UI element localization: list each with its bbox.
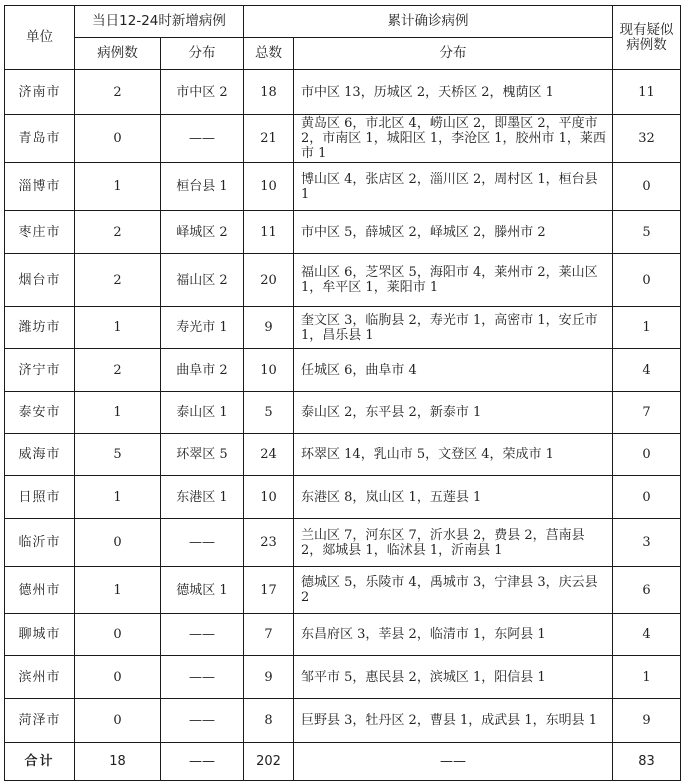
- new-count-cell: 2: [75, 211, 161, 254]
- distribution-cell: 市中区 13，历城区 2，天桥区 2，槐荫区 1: [294, 70, 613, 115]
- new-count-cell: 0: [75, 656, 161, 699]
- new-count-cell: 1: [75, 392, 161, 434]
- new-count-cell: 2: [75, 70, 161, 115]
- new-distribution-cell: 德城区 1: [161, 567, 244, 614]
- suspected-cell: 9: [613, 699, 681, 743]
- city-cell: 淄博市: [5, 163, 75, 211]
- total-count-cell: 17: [244, 567, 294, 614]
- distribution-cell: 任城区 6，曲阜市 4: [294, 349, 613, 392]
- new-count-cell: 0: [75, 699, 161, 743]
- new-count-cell: 1: [75, 163, 161, 211]
- header-suspected: [613, 6, 681, 70]
- distribution-cell: 巨野县 3，牡丹区 2，曹县 1，成武县 1，东明县 1: [294, 699, 613, 743]
- city-cell: 威海市: [5, 434, 75, 476]
- suspected-cell: 1: [613, 656, 681, 699]
- total-row: [5, 743, 681, 781]
- header-cumulative-group: 累计确诊病例: [244, 6, 613, 38]
- new-count-cell: 0: [75, 519, 161, 567]
- new-count-cell: 0: [75, 614, 161, 656]
- total-suspected-cell: 83: [613, 743, 681, 781]
- table-row: [5, 254, 681, 307]
- total-count-cell: 10: [244, 476, 294, 519]
- city-cell: 烟台市: [5, 254, 75, 307]
- new-distribution-cell: 桓台县 1: [161, 163, 244, 211]
- header-new-distribution: 分布: [161, 38, 244, 70]
- header-suspected-line2: 病例数: [626, 36, 667, 53]
- suspected-cell: 32: [613, 115, 681, 163]
- table-row: [5, 307, 681, 349]
- new-distribution-cell: 福山区 2: [161, 254, 244, 307]
- cases-table: [4, 5, 681, 781]
- total-count-cell: 21: [244, 115, 294, 163]
- new-distribution-cell: ——: [161, 519, 244, 567]
- city-cell: 日照市: [5, 476, 75, 519]
- suspected-cell: 4: [613, 614, 681, 656]
- new-distribution-cell: ——: [161, 614, 244, 656]
- new-distribution-cell: 市中区 2: [161, 70, 244, 115]
- new-count-cell: 0: [75, 115, 161, 163]
- new-count-cell: 2: [75, 349, 161, 392]
- table-row: [5, 699, 681, 743]
- new-distribution-cell: 东港区 1: [161, 476, 244, 519]
- table-row: [5, 567, 681, 614]
- table-row: [5, 519, 681, 567]
- header-new-cases-group: 当日12-24时新增病例: [75, 6, 244, 38]
- table-row: [5, 392, 681, 434]
- suspected-cell: 11: [613, 70, 681, 115]
- header-new-count: 病例数: [75, 38, 161, 70]
- total-count-cell: 20: [244, 254, 294, 307]
- suspected-cell: 7: [613, 392, 681, 434]
- city-cell: 菏泽市: [5, 699, 75, 743]
- distribution-cell: 泰山区 2，东平县 2，新泰市 1: [294, 392, 613, 434]
- total-count-cell: 202: [244, 743, 294, 781]
- table-row: [5, 614, 681, 656]
- city-cell: 枣庄市: [5, 211, 75, 254]
- distribution-cell: 东港区 8，岚山区 1，五莲县 1: [294, 476, 613, 519]
- city-cell: 德州市: [5, 567, 75, 614]
- city-cell: 泰安市: [5, 392, 75, 434]
- total-new-count-cell: 18: [75, 743, 161, 781]
- total-count-cell: 9: [244, 307, 294, 349]
- new-distribution-cell: 曲阜市 2: [161, 349, 244, 392]
- table-row: [5, 211, 681, 254]
- total-count-cell: 8: [244, 699, 294, 743]
- suspected-cell: 0: [613, 476, 681, 519]
- distribution-cell: 环翠区 14，乳山市 5，文登区 4，荣成市 1: [294, 434, 613, 476]
- total-new-distribution-cell: ——: [161, 743, 244, 781]
- city-cell: 济宁市: [5, 349, 75, 392]
- new-distribution-cell: ——: [161, 115, 244, 163]
- distribution-cell: 邹平市 5，惠民县 2，滨城区 1，阳信县 1: [294, 656, 613, 699]
- total-count-cell: 24: [244, 434, 294, 476]
- table-row: [5, 656, 681, 699]
- distribution-cell: 黄岛区 6，市北区 4，崂山区 2，即墨区 2，平度市 2，市南区 1，城阳区 1，李沧区 1，胶州市 1，莱西市 1: [294, 115, 613, 163]
- suspected-cell: 6: [613, 567, 681, 614]
- header-unit: 单位: [5, 6, 75, 70]
- new-count-cell: 1: [75, 476, 161, 519]
- total-count-cell: 9: [244, 656, 294, 699]
- new-distribution-cell: 寿光市 1: [161, 307, 244, 349]
- total-distribution-cell: ——: [294, 743, 613, 781]
- total-count-cell: 5: [244, 392, 294, 434]
- total-count-cell: 10: [244, 349, 294, 392]
- new-distribution-cell: 泰山区 1: [161, 392, 244, 434]
- city-cell: 潍坊市: [5, 307, 75, 349]
- new-distribution-cell: ——: [161, 656, 244, 699]
- city-cell: 聊城市: [5, 614, 75, 656]
- distribution-cell: 市中区 5，薛城区 2，峄城区 2，滕州市 2: [294, 211, 613, 254]
- total-count-cell: 11: [244, 211, 294, 254]
- distribution-cell: 博山区 4，张店区 2，淄川区 2，周村区 1，桓台县 1: [294, 163, 613, 211]
- total-count-cell: 7: [244, 614, 294, 656]
- total-count-cell: 18: [244, 70, 294, 115]
- table-row: [5, 70, 681, 115]
- suspected-cell: 0: [613, 434, 681, 476]
- new-count-cell: 5: [75, 434, 161, 476]
- header-suspected-line1: 现有疑似: [619, 21, 674, 38]
- city-cell: 济南市: [5, 70, 75, 115]
- suspected-cell: 1: [613, 307, 681, 349]
- suspected-cell: 0: [613, 163, 681, 211]
- distribution-cell: 奎文区 3，临朐县 2，寿光市 1，高密市 1，安丘市 1，昌乐县 1: [294, 307, 613, 349]
- new-distribution-cell: ——: [161, 699, 244, 743]
- new-count-cell: 1: [75, 307, 161, 349]
- table-row: [5, 115, 681, 163]
- table-row: [5, 434, 681, 476]
- city-cell: 滨州市: [5, 656, 75, 699]
- table-row: [5, 476, 681, 519]
- new-distribution-cell: 峄城区 2: [161, 211, 244, 254]
- city-cell: 临沂市: [5, 519, 75, 567]
- new-count-cell: 1: [75, 567, 161, 614]
- distribution-cell: 福山区 6，芝罘区 5，海阳市 4，莱州市 2，莱山区 1，牟平区 1，莱阳市 1: [294, 254, 613, 307]
- suspected-cell: 5: [613, 211, 681, 254]
- total-count-cell: 10: [244, 163, 294, 211]
- suspected-cell: 0: [613, 254, 681, 307]
- new-distribution-cell: 环翠区 5: [161, 434, 244, 476]
- header-cum-distribution: 分布: [294, 38, 613, 70]
- total-label-cell: 合计: [5, 743, 75, 781]
- header-cum-total: 总数: [244, 38, 294, 70]
- new-count-cell: 2: [75, 254, 161, 307]
- table-row: [5, 349, 681, 392]
- suspected-cell: 3: [613, 519, 681, 567]
- total-count-cell: 23: [244, 519, 294, 567]
- distribution-cell: 兰山区 7，河东区 7，沂水县 2，费县 2，莒南县 2，郯城县 1，临沭县 1，沂南县 1: [294, 519, 613, 567]
- distribution-cell: 东昌府区 3，莘县 2，临清市 1，东阿县 1: [294, 614, 613, 656]
- table-row: [5, 163, 681, 211]
- city-cell: 青岛市: [5, 115, 75, 163]
- distribution-cell: 德城区 5，乐陵市 4，禹城市 3，宁津县 3，庆云县 2: [294, 567, 613, 614]
- suspected-cell: 4: [613, 349, 681, 392]
